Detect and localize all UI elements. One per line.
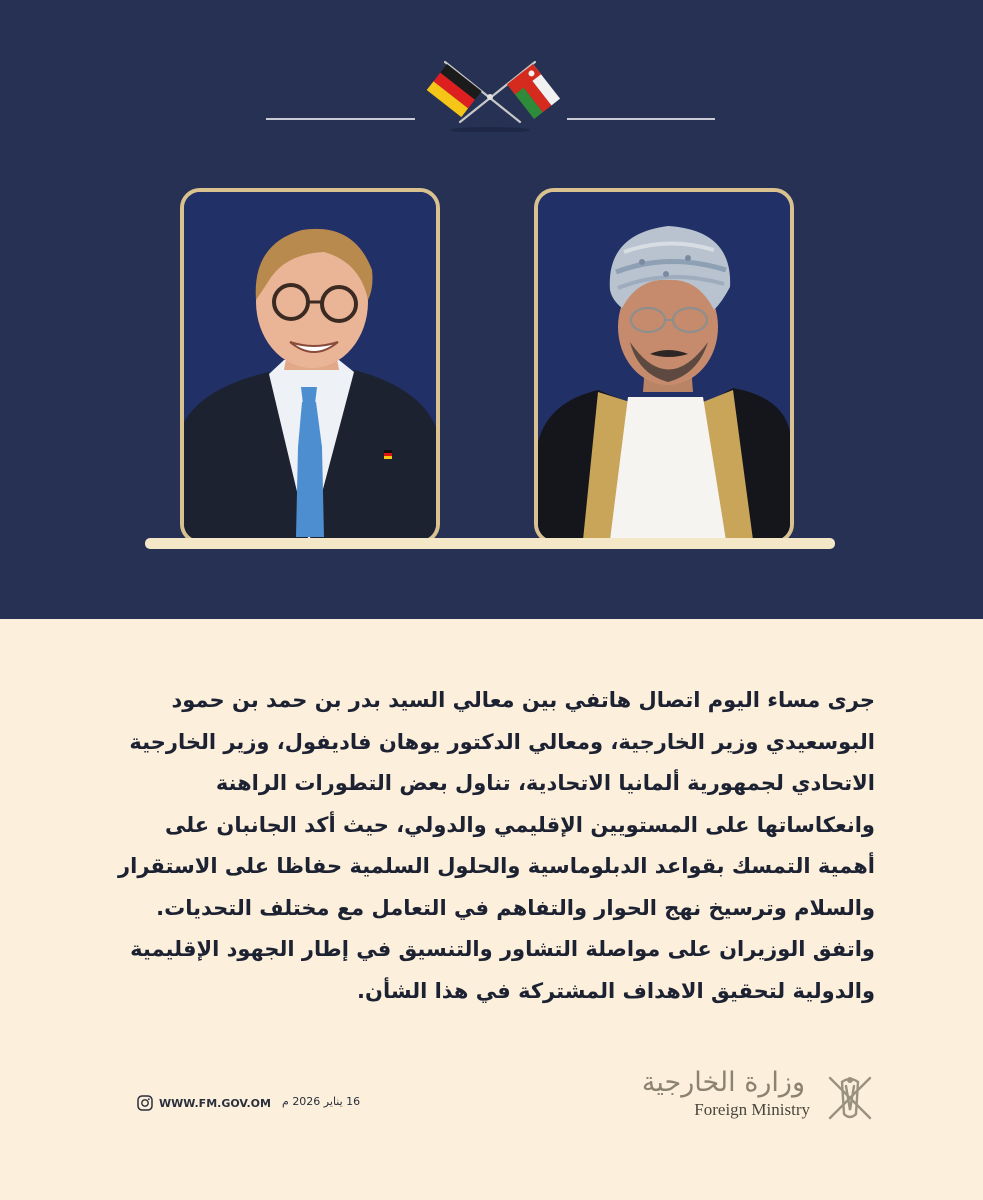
left-divider — [266, 118, 415, 120]
german-minister-illustration — [184, 192, 436, 540]
statement-line: البوسعيدي وزير الخارجية، ومعالي الدكتور يوهان فاديفول، وزير الخارجية — [129, 729, 875, 754]
statement-line: أهمية التمسك بقواعد الدبلوماسية والحلول السلمية حفاظا على الاستقرار — [118, 854, 875, 878]
oman-minister-portrait — [534, 188, 794, 544]
right-divider — [567, 118, 715, 120]
statement-line: والسلام وترسيخ نهج الحوار والتفاهم في التعامل مع مختلف التحديات. — [156, 895, 875, 920]
oman-emblem-icon — [822, 1068, 878, 1124]
statement-line: جرى مساء اليوم اتصال هاتفي بين معالي السيد بدر بن حمد بن حمود — [171, 688, 875, 712]
website-link[interactable] — [137, 1094, 271, 1112]
portrait-shelf — [145, 538, 835, 549]
social-icons — [137, 1095, 153, 1111]
logo-english: Foreign Ministry — [694, 1100, 810, 1119]
germany-minister-portrait — [180, 188, 440, 544]
press-statement — [100, 680, 875, 1012]
statement-line: والدولية لتحقيق الاهداف المشتركة في هذا الشأن. — [357, 978, 875, 1003]
germany-flag-icon — [427, 64, 482, 117]
statement-line: واتفق الوزيران على مواصلة التشاور والتنسيق في إطار الجهود الإقليمية — [130, 937, 875, 961]
omani-minister-illustration — [538, 192, 790, 540]
crossed-flags-icon — [415, 52, 565, 132]
logo-arabic: وزارة الخارجية — [641, 1067, 805, 1098]
statement-line: الاتحادي لجمهورية ألمانيا الاتحادية، تناول بعض التطورات الراهنة — [215, 771, 875, 795]
statement-line: وانعكاساتها على المستويين الإقليمي والدولي، حيث أكد الجانبان على — [164, 812, 875, 837]
foreign-ministry-logo — [641, 1066, 880, 1126]
publish-date: 16 يناير 2026 م — [282, 1095, 361, 1108]
oman-flag-icon — [507, 64, 560, 119]
website-text: WWW.FM.GOV.OM — [159, 1096, 271, 1110]
